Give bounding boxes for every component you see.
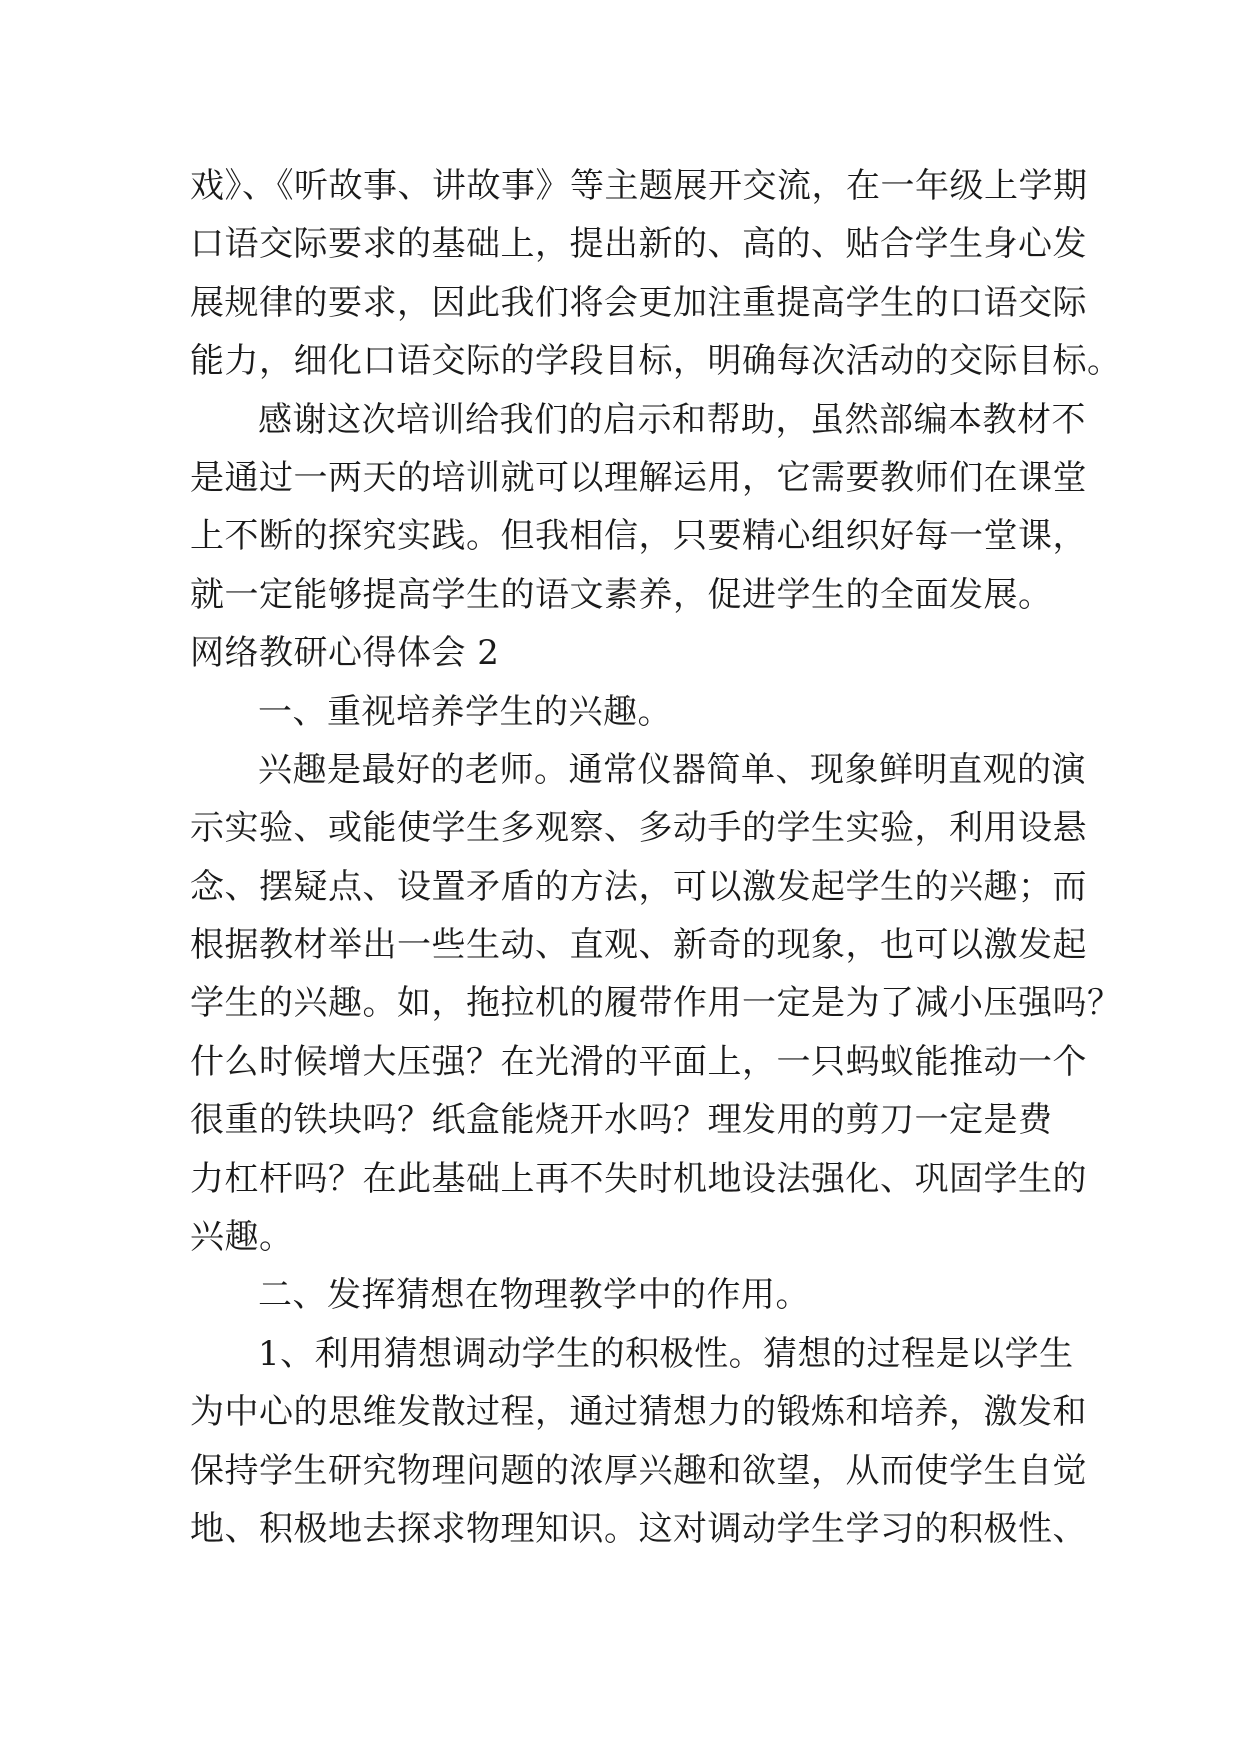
text-line: 戏》、《听故事、讲故事》等主题展开交流，在一年级上学期	[190, 166, 1088, 206]
subheading-line: 二、发挥猜想在物理教学中的作用。	[258, 1275, 810, 1316]
paragraph-start-line: 兴趣是最好的老师。通常仪器简单、现象鲜明直观的演	[258, 749, 1086, 790]
paragraph-start-line: 1、利用猜想调动学生的积极性。猜想的过程是以学生	[258, 1333, 1074, 1374]
text-line: 为中心的思维发散过程，通过猜想力的锻炼和培养，激发和	[190, 1392, 1087, 1433]
text-line: 根据教材举出一些生动、直观、新奇的现象，也可以激发起	[190, 925, 1087, 966]
text-line: 口语交际要求的基础上，提出新的、高的、贴合学生身心发	[190, 224, 1087, 265]
text-line: 学生的兴趣。如，拖拉机的履带作用一定是为了减小压强吗？	[190, 983, 1122, 1024]
text-line: 能力，细化口语交际的学段目标，明确每次活动的交际目标。	[190, 341, 1122, 382]
text-line: 展规律的要求，因此我们将会更加注重提高学生的口语交际	[190, 282, 1087, 323]
text-line: 地、积极地去探求物理知识。这对调动学生学习的积极性、	[190, 1508, 1087, 1549]
text-line: 示实验、或能使学生多观察、多动手的学生实验，利用设悬	[190, 808, 1087, 849]
text-line: 很重的铁块吗？纸盒能烧开水吗？理发用的剪刀一定是费	[190, 1100, 1053, 1141]
text-line: 是通过一两天的培训就可以理解运用，它需要教师们在课堂	[190, 457, 1087, 498]
text-line: 力杠杆吗？在此基础上再不失时机地设法强化、巩固学生的	[190, 1158, 1087, 1199]
text-line: 保持学生研究物理问题的浓厚兴趣和欲望，从而使学生自觉	[190, 1450, 1087, 1491]
text-line: 念、摆疑点、设置矛盾的方法，可以激发起学生的兴趣；而	[190, 866, 1087, 907]
section-heading: 网络教研心得体会 2	[190, 633, 500, 674]
document-body	[190, 157, 1122, 1558]
text-line: 兴趣。	[190, 1217, 294, 1258]
subheading-line: 一、重视培养学生的兴趣。	[258, 691, 672, 732]
paragraph-start-line: 感谢这次培训给我们的启示和帮助，虽然部编本教材不	[258, 399, 1086, 440]
text-line: 就一定能够提高学生的语文素养，促进学生的全面发展。	[190, 574, 1053, 615]
text-line: 什么时候增大压强？在光滑的平面上，一只蚂蚁能推动一个	[190, 1041, 1087, 1082]
text-line: 上不断的探究实践。但我相信，只要精心组织好每一堂课，	[190, 516, 1087, 557]
